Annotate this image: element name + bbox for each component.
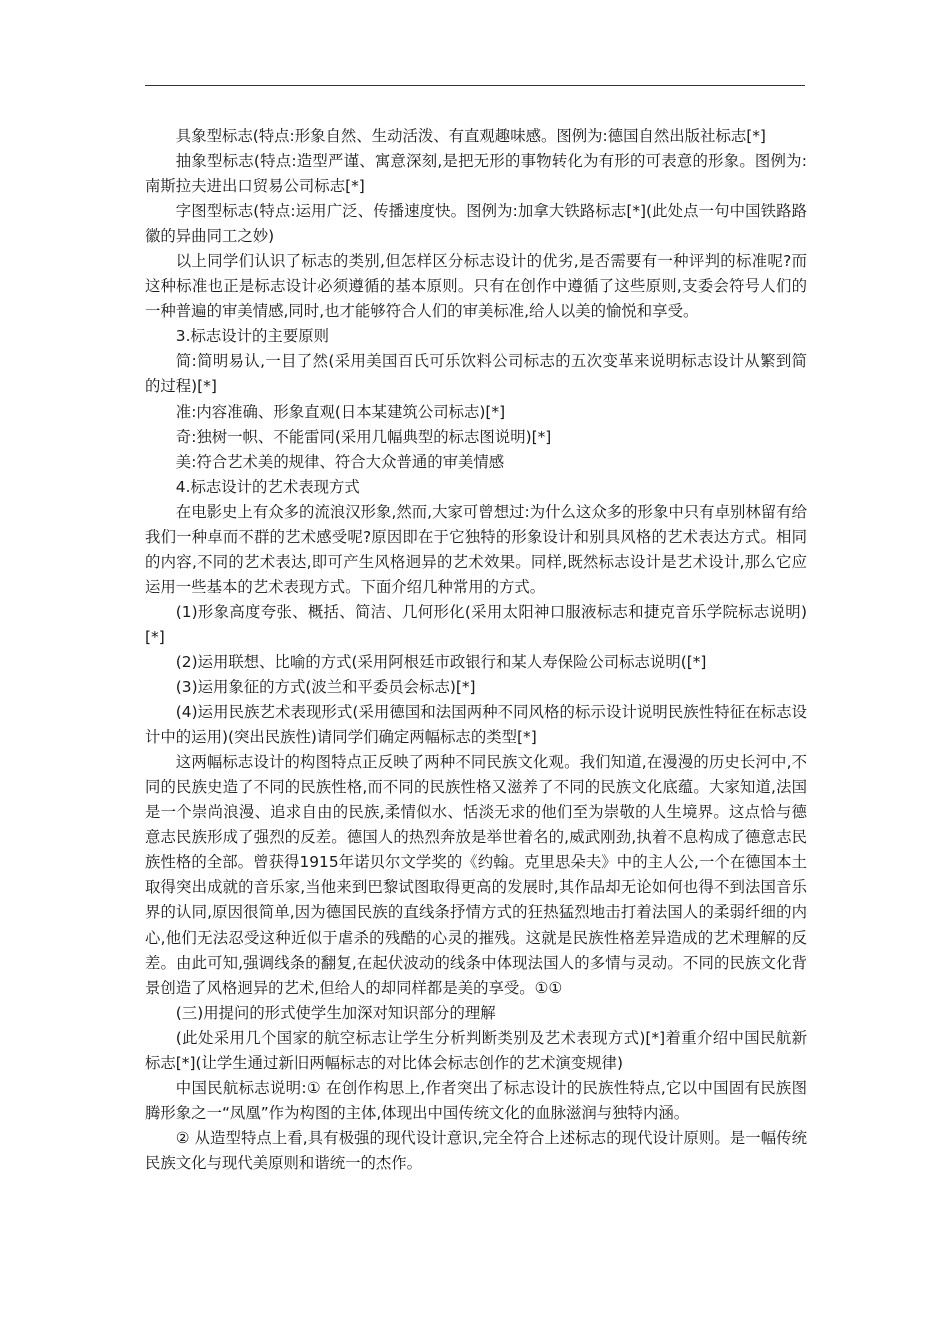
paragraph: 抽象型标志(特点:造型严谨、寓意深刻,是把无形的事物转化为有形的可表意的形象。图例为:南斯拉夫进出口贸易公司标志[*]	[145, 152, 807, 196]
paragraph: 字图型标志(特点:运用广泛、传播速度快。图例为:加拿大铁路标志[*](此处点一句中国铁路路徽的异曲同工之妙)	[145, 202, 807, 246]
paragraph: (此处采用几个国家的航空标志让学生分析判断类别及艺术表现方式)[*]着重介绍中国民航新标志[*](让学生通过新旧两幅标志的对比体会标志创作的艺术演变规律)	[145, 1028, 807, 1072]
document-body	[145, 124, 807, 1176]
paragraph: 美:符合艺术美的规律、符合大众普通的审美情感	[175, 452, 505, 471]
section-heading: 4.标志设计的艺术表现方式	[175, 477, 360, 496]
header-rule	[145, 85, 805, 86]
paragraph: 在电影史上有众多的流浪汉形象,然而,大家可曾想过:为什么这众多的形象中只有卓别林留有给我们一种卓而不群的艺术感受呢?原因即在于它独特的形象设计和别具风格的艺术表达方式。相同的内容,不同的艺术表达,即可产生风格迥异的艺术效果。同样,既然标志设计是艺术设计,那么它应运用一些基本的艺术表现方式。下面介绍几种常用的方式。	[145, 502, 807, 596]
paragraph: 准:内容准确、形象直观(日本某建筑公司标志)[*]	[175, 402, 506, 421]
paragraph: 具象型标志(特点:形象自然、生动活泼、有直观趣味感。图例为:德国自然出版社标志[*]	[175, 127, 766, 145]
section-heading: 3.标志设计的主要原则	[175, 327, 329, 346]
paragraph: 以上同学们认识了标志的类别,但怎样区分标志设计的优劣,是否需要有一种评判的标准呢?而这种标准也正是标志设计必须遵循的基本原则。只有在创作中遵循了这些原则,支委会符号人们的一种普遍的审美情感,同时,也才能够符合人们的审美标准,给人以美的愉悦和享受。	[145, 252, 807, 321]
paragraph: (4)运用民族艺术表现形式(采用德国和法国两种不同风格的标示设计说明民族性特征在标志设计中的运用)(突出民族性)请同学们确定两幅标志的类型[*]	[145, 703, 807, 747]
section-heading: (三)用提问的形式使学生加深对知识部分的理解	[175, 1003, 496, 1022]
paragraph: ② 从造型特点上看,具有极强的现代设计意识,完全符合上述标志的现代设计原则。是一幅传统民族文化与现代美原则和谐统一的杰作。	[145, 1128, 807, 1172]
paragraph: (2)运用联想、比喻的方式(采用阿根廷市政银行和某人寿保险公司标志说明([*]	[175, 652, 707, 671]
paragraph: 这两幅标志设计的构图特点正反映了两种不同民族文化观。我们知道,在漫漫的历史长河中,不同的民族史造了不同的民族性格,而不同的民族性格又滋养了不同的民族文化底蕴。大家知道,法国是一个崇尚浪漫、追求自由的民族,柔情似水、恬淡无求的他们至为崇敬的人生境界。这点恰与德意志民族形成了强烈的反差。德国人的热烈奔放是举世着名的,威武刚劲,执着不息构成了德意志民族性格的全部。曾获得1915年诺贝尔文学奖的《约翰。克里思朵夫》中的主人公,一个在德国本土取得突出成就的音乐家,当他来到巴黎试图取得更高的发展时,其作品却无论如何也得不到法国音乐界的认同,原因很简单,因为德国民族的直线条抒情方式的狂热猛烈地击打着法国人的柔弱纤细的内心,他们无法忍受这种近似于虐杀的残酷的心灵的摧残。这就是民族性格差异造成的艺术理解的反差。由此可知,强调线条的翻复,在起伏波动的线条中体现法国人的多情与灵动。不同的民族文化背景创造了风格迥异的艺术,但给人的却同样都是美的享受。①①	[145, 753, 807, 997]
paragraph: 简:简明易认,一目了然(采用美国百氏可乐饮料公司标志的五次变革来说明标志设计从繁到简的过程)[*]	[145, 352, 807, 396]
paragraph: (1)形象高度夸张、概括、简洁、几何形化(采用太阳神口服液标志和捷克音乐学院标志说明)[*]	[145, 602, 807, 646]
paragraph: 奇:独树一帜、不能雷同(采用几幅典型的标志图说明)[*]	[175, 427, 552, 446]
paragraph: 中国民航标志说明:① 在创作构思上,作者突出了标志设计的民族性特点,它以中国固有民族图腾形象之一“凤凰”作为构图的主体,体现出中国传统文化的血脉滋润与独特内涵。	[145, 1078, 807, 1122]
paragraph: (3)运用象征的方式(波兰和平委员会标志)[*]	[175, 678, 476, 697]
